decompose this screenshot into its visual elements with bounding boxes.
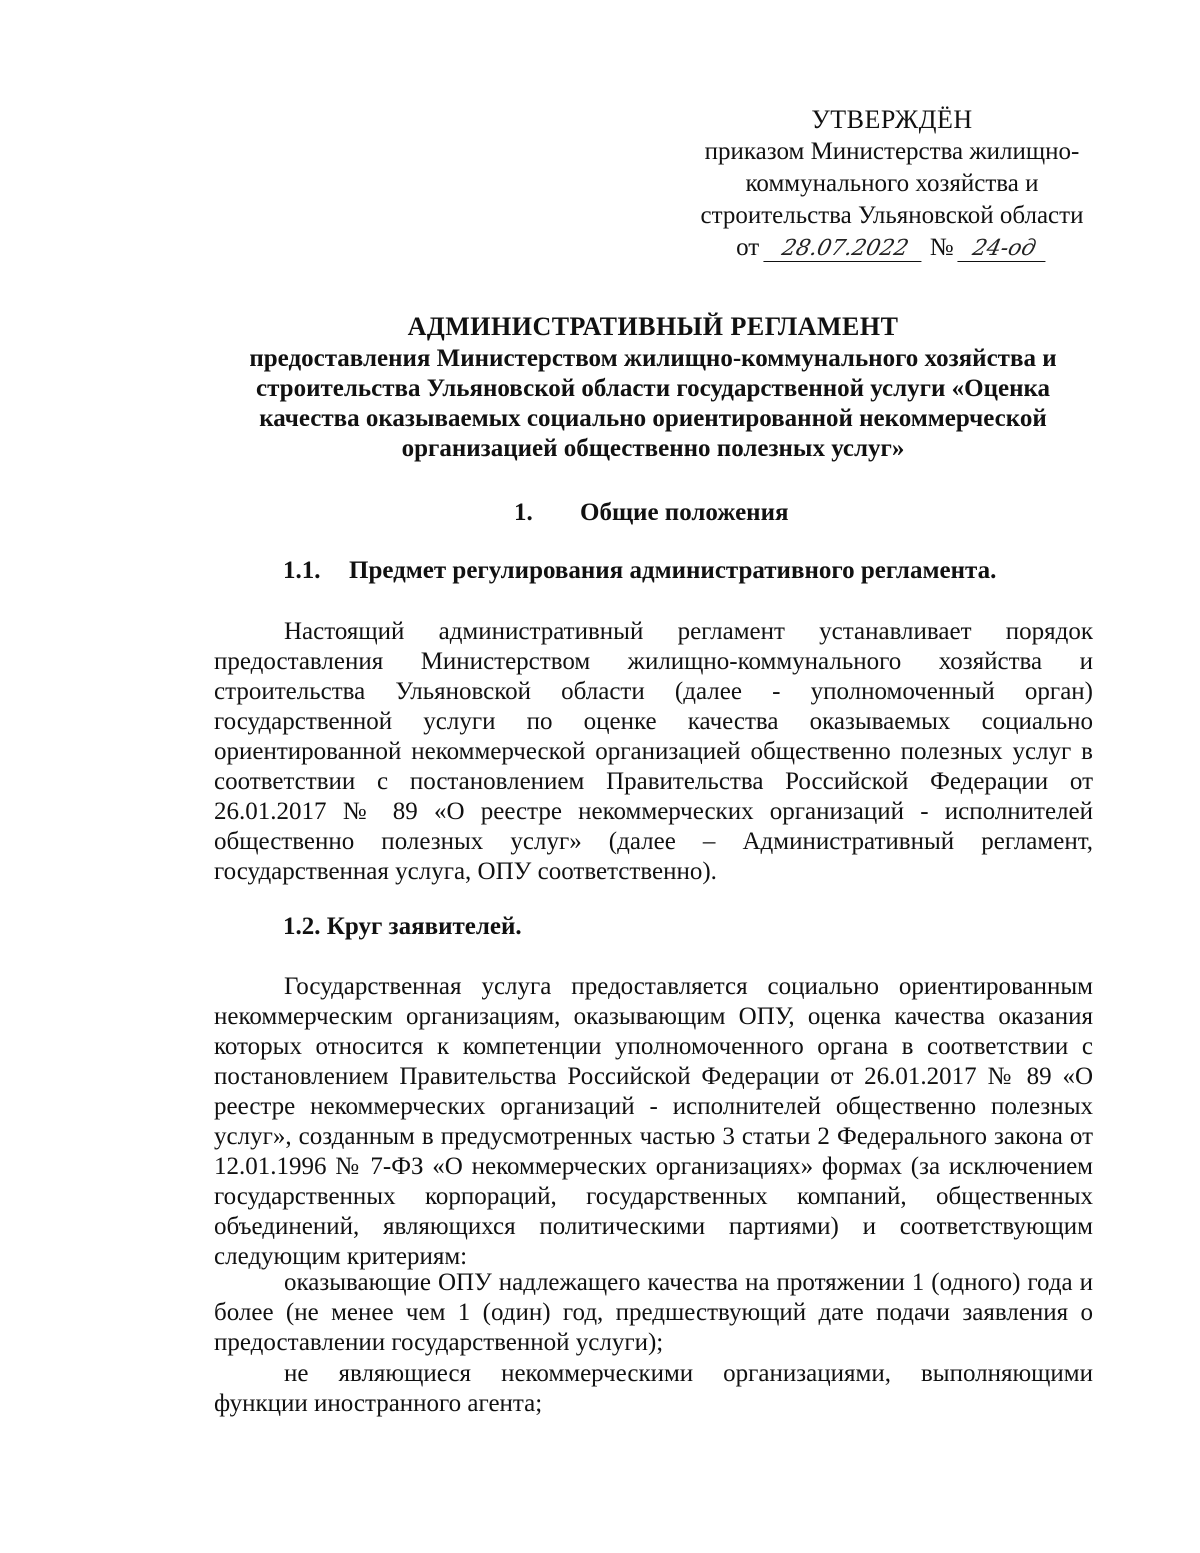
approval-block <box>690 104 1094 264</box>
approval-line-3: строительства Ульяновской области <box>700 202 1084 229</box>
document-title-block <box>210 312 1096 464</box>
approval-title: УТВЕРЖДЁН <box>811 105 973 134</box>
subsection-1-1-title: Предмет регулирования административного регламента. <box>349 557 997 584</box>
subsection-1-1-number: 1.1. <box>283 557 321 584</box>
handwritten-date: 28.07.2022 <box>763 237 926 262</box>
approval-line-2: коммунального хозяйства и <box>745 170 1039 197</box>
number-prefix: № <box>929 234 954 261</box>
approval-date-line <box>736 232 1048 264</box>
subsection-1-2-paragraph-3: не являющиеся некоммерческими организациями, выполняющими функции иностранного агента; <box>214 1360 1093 1417</box>
approval-line-1: приказом Министерства жилищно- <box>704 138 1080 165</box>
subsection-1-2-heading: 1.2. Круг заявителей. <box>283 913 522 940</box>
subsection-1-1-heading <box>283 557 996 585</box>
section-1-number: 1. <box>514 499 533 526</box>
subsection-1-2-paragraph-2: оказывающие ОПУ надлежащего качества на протяжении 1 (одного) года и более (не менее чем 1 (один) год, предшествующий дате подачи заявления о предоставлении государственной услуги); <box>214 1269 1093 1356</box>
document-subtitle: предоставления Министерством жилищно-коммунального хозяйства и строительства Ульяновской области государственной услуги «Оценка качества оказываемых социально ориентированной некоммерческой организацией общественно полезных услуг» <box>249 345 1057 462</box>
subsection-1-2-paragraph-1: Государственная услуга предоставляется социально ориентированным некоммерческим организациям, оказывающим ОПУ, оценка качества оказания которых относится к компетенции уполномоченного органа в соответствии с постановлением Правительства Российской Федерации от 26.01.2017 № 89 «О реестре некоммерческих организаций - исполнителей общественно полезных услуг», созданным в предусмотренных частью 3 статьи 2 Федерального закона от 12.01.1996 № 7-ФЗ «О некоммерческих организациях» формах (за исключением государственных корпораций, государственных компаний, общественных объединений, являющихся политическими партиями) и соответствующим следующим критериям: <box>214 973 1093 1270</box>
handwritten-number: 24-од <box>957 237 1050 262</box>
section-1-heading <box>514 499 789 527</box>
document-title: АДМИНИСТРАТИВНЫЙ РЕГЛАМЕНТ <box>407 312 899 341</box>
subsection-1-1-paragraph: Настоящий административный регламент устанавливает порядок предоставления Министерством жилищно-коммунального хозяйства и строительства Ульяновской области (далее - уполномоченный орган) государственной услуги по оценке качества оказываемых социально ориентированной некоммерческой организацией общественно полезных услуг в соответствии с постановлением Правительства Российской Федерации от 26.01.2017 № 89 «О реестре некоммерческих организаций - исполнителей общественно полезных услуг» (далее – Административный регламент, государственная услуга, ОПУ соответственно). <box>214 618 1093 885</box>
date-prefix: от <box>736 234 760 261</box>
section-1-title: Общие положения <box>580 499 789 526</box>
